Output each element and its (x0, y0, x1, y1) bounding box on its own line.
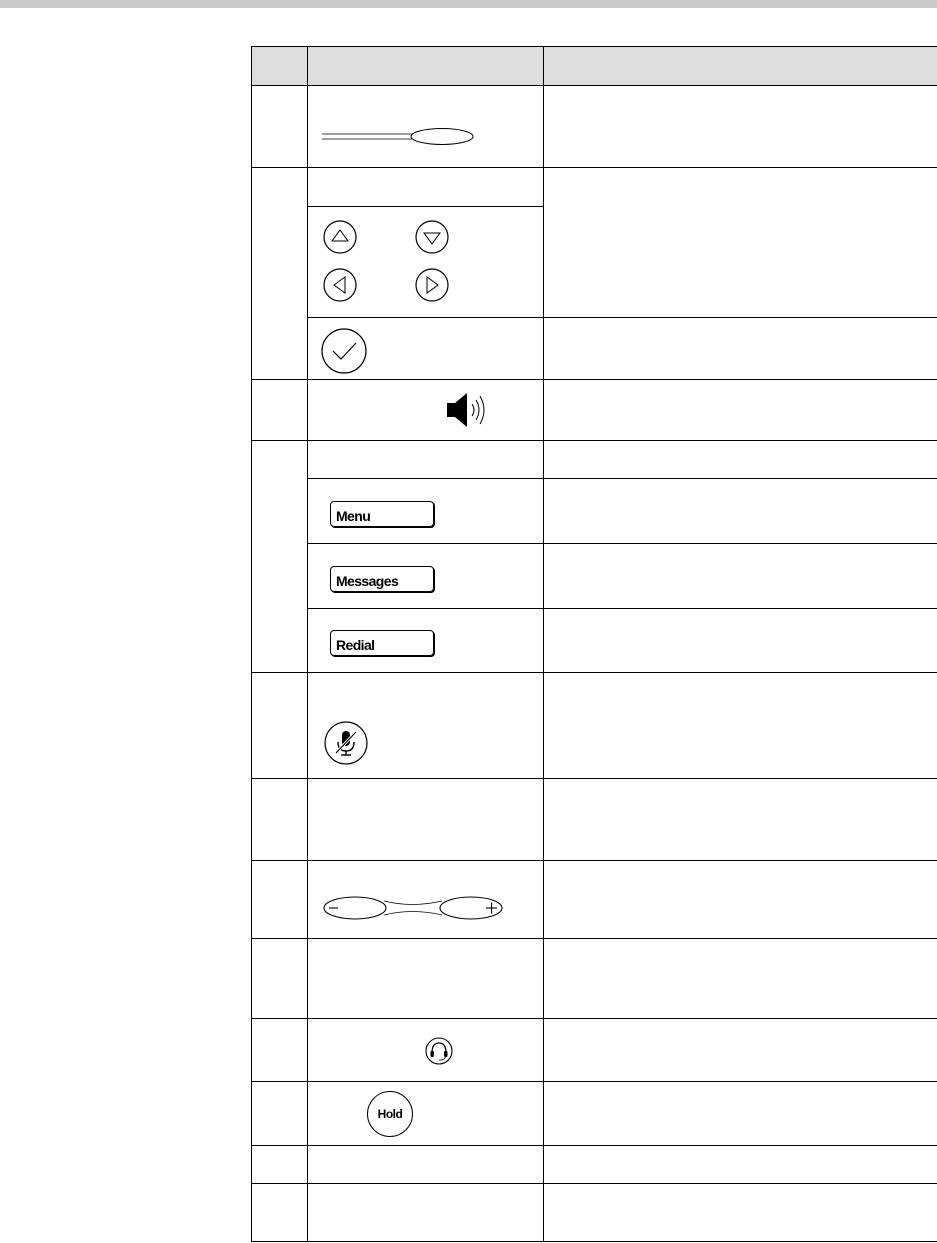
mute-key-icon[interactable] (323, 720, 369, 766)
messages-softkey[interactable]: Messages (330, 566, 434, 592)
hold-button[interactable]: Hold (367, 1091, 413, 1137)
row-number-cell (252, 673, 308, 779)
description-cell (544, 779, 937, 861)
key-image-cell (308, 609, 544, 673)
table-row (252, 544, 937, 609)
speakerphone-icon[interactable] (443, 390, 493, 430)
row-number-cell (252, 441, 308, 673)
table-row (252, 779, 937, 861)
table-row (252, 673, 937, 779)
table-row (252, 380, 937, 441)
key-image-cell (308, 380, 544, 441)
table-row (252, 1082, 937, 1146)
description-cell (544, 380, 937, 441)
table-row (252, 1184, 937, 1242)
table-row (252, 441, 937, 479)
description-cell (544, 673, 937, 779)
key-image-cell (308, 318, 544, 380)
key-image-cell (308, 544, 544, 609)
down-arrow-key-icon[interactable] (414, 219, 450, 255)
row-number-cell (252, 939, 308, 1019)
header-cell-key (308, 47, 544, 86)
key-image-cell (308, 939, 544, 1019)
row-number-cell (252, 1184, 308, 1242)
key-image-cell (308, 673, 544, 779)
table-row (252, 939, 937, 1019)
key-image-cell (308, 86, 544, 168)
header-bar (0, 0, 937, 8)
up-arrow-key-icon[interactable] (322, 219, 358, 255)
key-image-cell (308, 1146, 544, 1184)
description-cell (544, 544, 937, 609)
description-cell (544, 1019, 937, 1082)
hookswitch-icon (320, 124, 480, 150)
key-image-cell (308, 1019, 544, 1082)
row-number-cell (252, 1082, 308, 1146)
table-row (252, 861, 937, 939)
headset-key-icon[interactable] (424, 1036, 454, 1066)
row-number-cell (252, 861, 308, 939)
description-cell (544, 168, 937, 318)
table-header-row (252, 47, 937, 86)
table-row (252, 479, 937, 544)
redial-softkey[interactable]: Redial (330, 630, 434, 656)
right-arrow-key-icon[interactable] (414, 267, 450, 303)
description-cell (544, 1184, 937, 1242)
key-image-cell (308, 861, 544, 939)
description-cell (544, 318, 937, 380)
phone-keys-table (251, 46, 937, 1242)
row-number-cell (252, 779, 308, 861)
key-image-cell (308, 168, 544, 207)
table-row (252, 168, 937, 207)
row-number-cell (252, 168, 308, 380)
row-number-cell (252, 86, 308, 168)
description-cell (544, 609, 937, 673)
key-image-cell (308, 1082, 544, 1146)
row-number-cell (252, 1146, 308, 1184)
description-cell (544, 86, 937, 168)
key-image-cell (308, 1184, 544, 1242)
key-image-cell (308, 207, 544, 318)
key-image-cell (308, 779, 544, 861)
table-row (252, 318, 937, 380)
table-row (252, 86, 937, 168)
header-cell-description (544, 47, 937, 86)
description-cell (544, 1146, 937, 1184)
row-number-cell (252, 1019, 308, 1082)
table-row (252, 1019, 937, 1082)
volume-keys-icon[interactable] (322, 893, 504, 923)
key-image-cell (308, 441, 544, 479)
table-row (252, 1146, 937, 1184)
description-cell (544, 441, 937, 479)
table-row (252, 609, 937, 673)
menu-softkey[interactable]: Menu (330, 501, 434, 527)
description-cell (544, 479, 937, 544)
key-image-cell (308, 479, 544, 544)
left-arrow-key-icon[interactable] (322, 267, 358, 303)
description-cell (544, 861, 937, 939)
header-cell-number (252, 47, 308, 86)
description-cell (544, 939, 937, 1019)
description-cell (544, 1082, 937, 1146)
row-number-cell (252, 380, 308, 441)
select-check-key-icon[interactable] (320, 327, 368, 375)
